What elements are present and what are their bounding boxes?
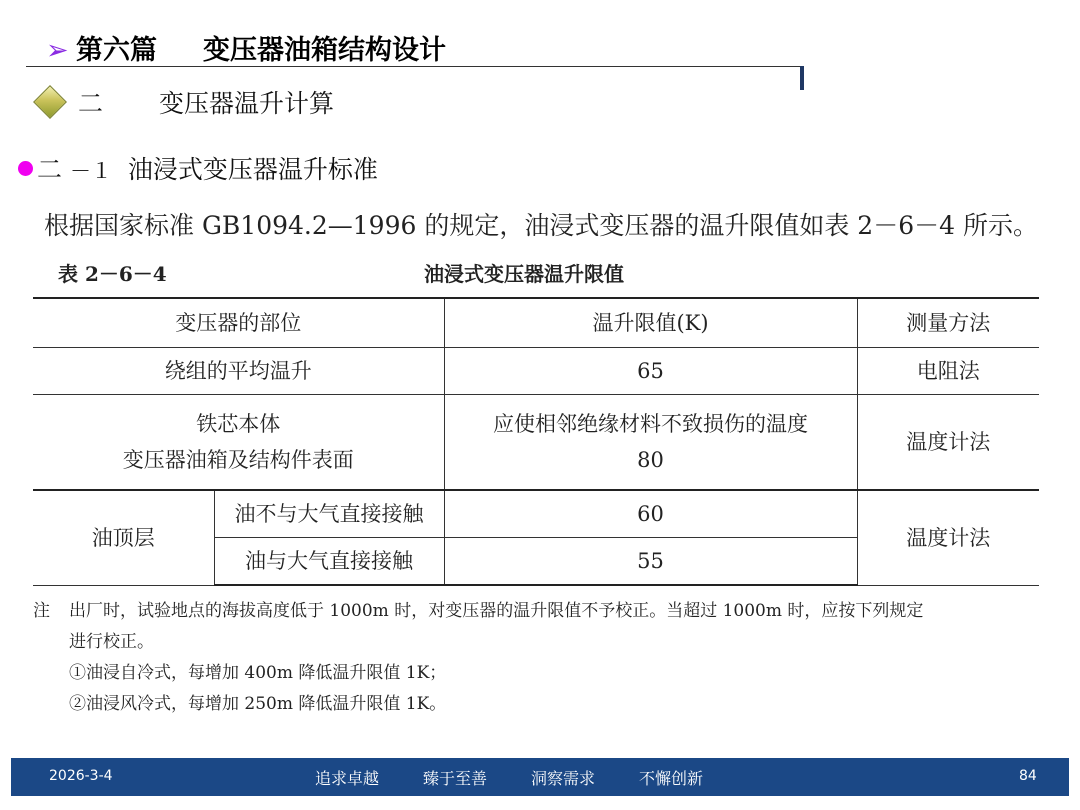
header-cell-method: 测量方法 bbox=[857, 298, 1039, 348]
winding-method-cell: 电阻法 bbox=[857, 348, 1039, 395]
footer-slogans bbox=[315, 766, 747, 789]
table-header-row bbox=[33, 298, 1039, 348]
subsection-title: 油浸式变压器温升标准 bbox=[127, 155, 378, 184]
footer-date: 2026-3-4 bbox=[49, 768, 113, 784]
title-rule-end-mark bbox=[800, 66, 804, 90]
subsection-heading bbox=[18, 150, 378, 186]
arrow-bullet-icon: ➢ bbox=[46, 35, 69, 66]
table-number: 表 2－6－4 bbox=[58, 262, 167, 286]
section-title: 变压器温升计算 bbox=[159, 89, 335, 118]
note-label: 注 bbox=[33, 601, 50, 621]
core-part-line2: 变压器油箱及结构件表面 bbox=[122, 448, 354, 472]
oil-open-cell: 油与大气直接接触 bbox=[214, 538, 444, 586]
table-row bbox=[33, 395, 1039, 491]
footer-bar bbox=[11, 758, 1069, 796]
table-note bbox=[33, 596, 1043, 720]
core-limit-line2: 80 bbox=[637, 448, 664, 472]
slide-title bbox=[46, 28, 446, 67]
footer-slogan: 臻于至善 bbox=[423, 769, 488, 788]
oil-top-method-cell: 温度计法 bbox=[857, 490, 1039, 585]
diamond-bullet-icon bbox=[33, 85, 67, 119]
header-cell-part: 变压器的部位 bbox=[33, 298, 444, 348]
oil-open-limit-cell: 55 bbox=[444, 538, 857, 586]
chapter-title: 变压器油箱结构设计 bbox=[203, 35, 446, 66]
core-limit-cell bbox=[444, 395, 857, 491]
core-part-line1: 铁芯本体 bbox=[196, 412, 281, 436]
footer-slogan: 追求卓越 bbox=[315, 769, 380, 788]
subsection-number: －１ bbox=[69, 159, 112, 183]
table-row bbox=[33, 348, 1039, 395]
temperature-limit-table bbox=[33, 297, 1039, 586]
note-item-2: ②油浸风冷式，每增加 250m 降低温升限值 1K。 bbox=[69, 694, 447, 714]
winding-limit-cell: 65 bbox=[444, 348, 857, 395]
page-number: 84 bbox=[1019, 768, 1037, 784]
subsection-prefix: 二 bbox=[37, 155, 63, 184]
section-heading bbox=[34, 84, 334, 120]
winding-part-cell: 绕组的平均温升 bbox=[33, 348, 444, 395]
bullet-dot-icon bbox=[18, 161, 33, 176]
table-row bbox=[33, 490, 1039, 538]
chapter-label: 第六篇 bbox=[76, 35, 157, 66]
header-cell-limit: 温升限值(K) bbox=[444, 298, 857, 348]
oil-sealed-limit-cell: 60 bbox=[444, 490, 857, 538]
core-method-cell: 温度计法 bbox=[857, 395, 1039, 491]
table-title: 油浸式变压器温升限值 bbox=[424, 262, 624, 286]
footer-slogan: 不懈创新 bbox=[639, 769, 704, 788]
intro-paragraph: 根据国家标准 GB1094.2—1996 的规定，油浸式变压器的温升限值如表 2－6－4 所示。 bbox=[44, 211, 1038, 240]
core-part-cell bbox=[33, 395, 444, 491]
oil-sealed-cell: 油不与大气直接接触 bbox=[214, 490, 444, 538]
title-underline bbox=[26, 66, 802, 67]
note-line1: 出厂时，试验地点的海拔高度低于 1000m 时，对变压器的温升限值不予校正。当超过 1000m 时，应按下列规定 bbox=[69, 601, 924, 621]
section-number: 二 bbox=[78, 89, 104, 118]
oil-top-group-cell: 油顶层 bbox=[33, 490, 214, 585]
core-limit-line1: 应使相邻绝缘材料不致损伤的温度 bbox=[493, 412, 808, 436]
note-line2: 进行校正。 bbox=[69, 632, 154, 652]
note-item-1: ①油浸自冷式，每增加 400m 降低温升限值 1K； bbox=[69, 663, 447, 683]
footer-slogan: 洞察需求 bbox=[531, 769, 596, 788]
